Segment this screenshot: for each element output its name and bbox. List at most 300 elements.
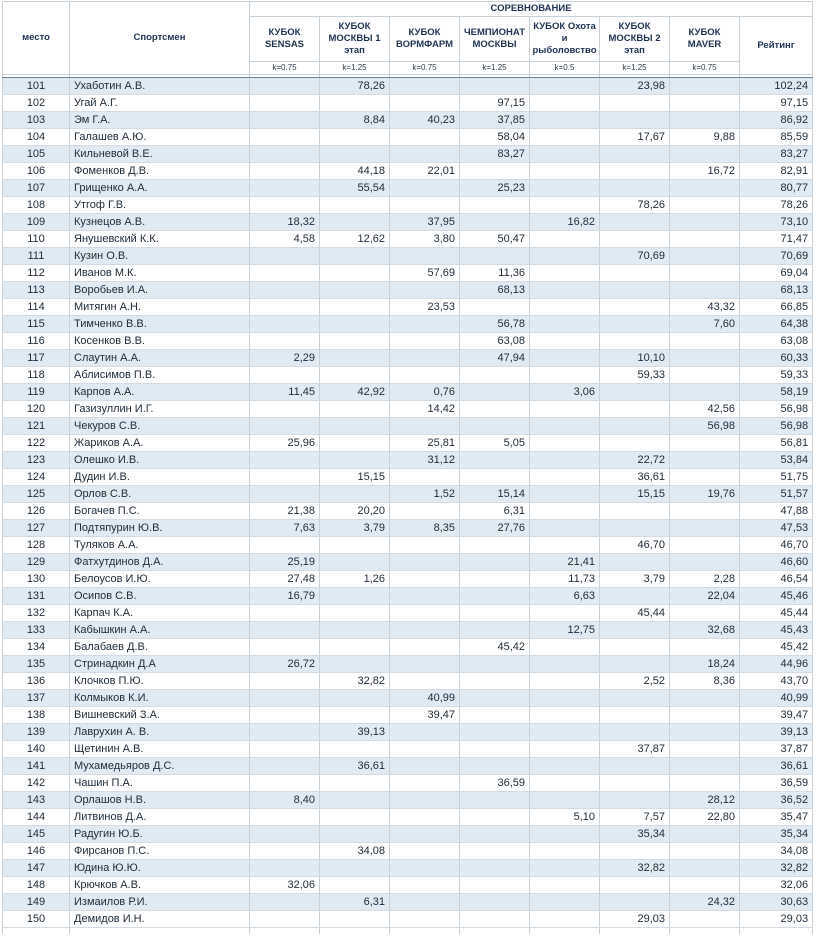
score-cell: 70,69 bbox=[600, 248, 670, 265]
score-cell bbox=[250, 112, 320, 129]
rating-cell: 45,44 bbox=[740, 605, 813, 622]
rating-cell: 47,88 bbox=[740, 503, 813, 520]
score-cell bbox=[530, 503, 600, 520]
athlete-name: Демидов И.Н. bbox=[70, 911, 250, 928]
score-cell: 22,04 bbox=[670, 588, 740, 605]
place-cell: 143 bbox=[3, 792, 70, 809]
score-cell bbox=[600, 775, 670, 792]
table-row bbox=[3, 214, 813, 231]
score-cell: 35,34 bbox=[600, 826, 670, 843]
score-cell bbox=[600, 588, 670, 605]
score-cell bbox=[390, 554, 460, 571]
score-cell: 23,53 bbox=[390, 299, 460, 316]
rating-cell: 45,42 bbox=[740, 639, 813, 656]
score-cell: 25,96 bbox=[250, 435, 320, 452]
place-cell: 101 bbox=[3, 78, 70, 95]
athlete-name: Балабаев Д.В. bbox=[70, 639, 250, 656]
score-cell: 37,95 bbox=[390, 214, 460, 231]
table-row bbox=[3, 146, 813, 163]
table-body bbox=[3, 75, 813, 935]
score-cell: 32,82 bbox=[600, 860, 670, 877]
score-cell bbox=[460, 809, 530, 826]
athlete-name: Жариков А.А. bbox=[70, 435, 250, 452]
score-cell bbox=[250, 486, 320, 503]
score-cell bbox=[390, 282, 460, 299]
score-cell bbox=[530, 469, 600, 486]
score-cell: 6,31 bbox=[460, 503, 530, 520]
score-cell bbox=[670, 758, 740, 775]
score-cell bbox=[530, 520, 600, 537]
athlete-name: Подтяпурин Ю.В. bbox=[70, 520, 250, 537]
score-cell bbox=[600, 418, 670, 435]
score-cell bbox=[460, 469, 530, 486]
score-cell: 40,23 bbox=[390, 112, 460, 129]
score-cell bbox=[390, 333, 460, 350]
score-cell bbox=[320, 282, 390, 299]
table-row bbox=[3, 112, 813, 129]
score-cell: 50,47 bbox=[460, 231, 530, 248]
rating-cell: 80,77 bbox=[740, 180, 813, 197]
score-cell bbox=[320, 707, 390, 724]
score-cell: 8,40 bbox=[250, 792, 320, 809]
score-cell bbox=[320, 486, 390, 503]
score-cell bbox=[460, 877, 530, 894]
score-cell bbox=[530, 112, 600, 129]
score-cell bbox=[670, 520, 740, 537]
score-cell bbox=[600, 401, 670, 418]
place-cell: 133 bbox=[3, 622, 70, 639]
score-cell bbox=[320, 877, 390, 894]
table-row bbox=[3, 486, 813, 503]
score-cell bbox=[390, 724, 460, 741]
score-cell bbox=[460, 452, 530, 469]
score-cell bbox=[460, 605, 530, 622]
rating-cell: 85,59 bbox=[740, 129, 813, 146]
score-cell bbox=[390, 571, 460, 588]
score-cell bbox=[320, 554, 390, 571]
score-cell: 5,05 bbox=[460, 435, 530, 452]
score-cell bbox=[600, 299, 670, 316]
score-cell: 3,06 bbox=[530, 384, 600, 401]
table-row bbox=[3, 877, 813, 894]
score-cell bbox=[670, 248, 740, 265]
score-cell: 8,35 bbox=[390, 520, 460, 537]
score-cell: 16,82 bbox=[530, 214, 600, 231]
score-cell: 25,23 bbox=[460, 180, 530, 197]
rating-cell: 45,43 bbox=[740, 622, 813, 639]
score-cell bbox=[460, 894, 530, 911]
place-cell: 129 bbox=[3, 554, 70, 571]
table-row bbox=[3, 554, 813, 571]
score-cell bbox=[390, 911, 460, 928]
rating-cell: 34,08 bbox=[740, 843, 813, 860]
score-cell bbox=[460, 418, 530, 435]
score-cell bbox=[530, 401, 600, 418]
score-cell: 11,36 bbox=[460, 265, 530, 282]
score-cell bbox=[600, 214, 670, 231]
athlete-name: Воробьев И.А. bbox=[70, 282, 250, 299]
table-row bbox=[3, 775, 813, 792]
table-row bbox=[3, 469, 813, 486]
score-cell bbox=[390, 316, 460, 333]
score-cell: 18,24 bbox=[670, 656, 740, 673]
rating-cell: 60,33 bbox=[740, 350, 813, 367]
rating-cell: 30,63 bbox=[740, 894, 813, 911]
place-cell: 113 bbox=[3, 282, 70, 299]
score-cell bbox=[670, 911, 740, 928]
table-row bbox=[3, 163, 813, 180]
table-row bbox=[3, 809, 813, 826]
score-cell bbox=[670, 775, 740, 792]
rating-cell: 37,87 bbox=[740, 741, 813, 758]
score-cell bbox=[670, 333, 740, 350]
score-cell: 68,13 bbox=[460, 282, 530, 299]
score-cell: 42,56 bbox=[670, 401, 740, 418]
score-cell bbox=[390, 809, 460, 826]
score-cell bbox=[600, 146, 670, 163]
score-cell: 16,79 bbox=[250, 588, 320, 605]
score-cell bbox=[320, 656, 390, 673]
score-cell bbox=[320, 588, 390, 605]
athlete-name: Угай А.Г. bbox=[70, 95, 250, 112]
score-cell bbox=[530, 758, 600, 775]
athlete-name: Колмыков К.И. bbox=[70, 690, 250, 707]
score-cell: 18,32 bbox=[250, 214, 320, 231]
score-cell bbox=[390, 537, 460, 554]
score-cell bbox=[250, 809, 320, 826]
place-cell: 138 bbox=[3, 707, 70, 724]
score-cell bbox=[460, 860, 530, 877]
score-cell bbox=[530, 639, 600, 656]
score-cell bbox=[600, 180, 670, 197]
rating-cell: 29,03 bbox=[740, 911, 813, 928]
score-cell bbox=[250, 282, 320, 299]
score-cell bbox=[460, 384, 530, 401]
athlete-name: Кабышкин А.А. bbox=[70, 622, 250, 639]
score-cell bbox=[390, 146, 460, 163]
table-row bbox=[3, 350, 813, 367]
competition-header: КУБОК ВОРМФАРМ bbox=[390, 17, 460, 62]
score-cell bbox=[600, 282, 670, 299]
competition-header: КУБОК SENSAS bbox=[250, 17, 320, 62]
place-cell: 128 bbox=[3, 537, 70, 554]
score-cell bbox=[320, 809, 390, 826]
score-cell bbox=[670, 860, 740, 877]
score-cell bbox=[600, 843, 670, 860]
score-cell: 3,79 bbox=[320, 520, 390, 537]
rating-cell: 53,84 bbox=[740, 452, 813, 469]
score-cell bbox=[320, 401, 390, 418]
athlete-name: Карпов А.А. bbox=[70, 384, 250, 401]
score-cell: 19,76 bbox=[670, 486, 740, 503]
rating-cell: 59,33 bbox=[740, 367, 813, 384]
score-cell bbox=[320, 775, 390, 792]
place-cell: 117 bbox=[3, 350, 70, 367]
score-cell bbox=[460, 656, 530, 673]
score-cell bbox=[250, 605, 320, 622]
score-cell: 17,67 bbox=[600, 129, 670, 146]
rating-cell: 46,54 bbox=[740, 571, 813, 588]
score-cell bbox=[530, 911, 600, 928]
score-cell bbox=[670, 724, 740, 741]
table-row bbox=[3, 401, 813, 418]
score-cell bbox=[530, 826, 600, 843]
rating-cell: 97,15 bbox=[740, 95, 813, 112]
score-cell bbox=[530, 537, 600, 554]
score-cell bbox=[320, 639, 390, 656]
table-row bbox=[3, 333, 813, 350]
score-cell: 16,72 bbox=[670, 163, 740, 180]
score-cell bbox=[320, 197, 390, 214]
score-cell: 32,82 bbox=[320, 673, 390, 690]
rating-cell: 70,69 bbox=[740, 248, 813, 265]
rating-cell: 35,34 bbox=[740, 826, 813, 843]
rating-cell: 69,04 bbox=[740, 265, 813, 282]
competition-header: КУБОК MAVER bbox=[670, 17, 740, 62]
score-cell: 5,10 bbox=[530, 809, 600, 826]
score-cell bbox=[460, 826, 530, 843]
place-cell: 103 bbox=[3, 112, 70, 129]
score-cell: 0,76 bbox=[390, 384, 460, 401]
place-cell: 115 bbox=[3, 316, 70, 333]
score-cell bbox=[320, 95, 390, 112]
athlete-name: Кузнецов А.В. bbox=[70, 214, 250, 231]
rating-cell: 40,99 bbox=[740, 690, 813, 707]
score-cell bbox=[530, 860, 600, 877]
score-cell: 36,61 bbox=[600, 469, 670, 486]
score-cell bbox=[530, 792, 600, 809]
athlete-name: Орлов С.В. bbox=[70, 486, 250, 503]
score-cell bbox=[250, 299, 320, 316]
table-row bbox=[3, 180, 813, 197]
place-cell: 123 bbox=[3, 452, 70, 469]
table-row bbox=[3, 707, 813, 724]
score-cell bbox=[250, 843, 320, 860]
score-cell bbox=[670, 452, 740, 469]
score-cell bbox=[250, 146, 320, 163]
score-cell bbox=[250, 418, 320, 435]
athlete-name: Митягин А.Н. bbox=[70, 299, 250, 316]
score-cell bbox=[390, 248, 460, 265]
competition-header: ЧЕМПИОНАТ МОСКВЫ bbox=[460, 17, 530, 62]
place-cell: 102 bbox=[3, 95, 70, 112]
coefficient-label: k=1.25 bbox=[320, 62, 390, 75]
score-cell: 20,20 bbox=[320, 503, 390, 520]
rating-cell: 64,38 bbox=[740, 316, 813, 333]
place-cell: 118 bbox=[3, 367, 70, 384]
score-cell bbox=[600, 724, 670, 741]
rating-cell: 63,08 bbox=[740, 333, 813, 350]
score-cell bbox=[460, 792, 530, 809]
score-cell bbox=[320, 741, 390, 758]
score-cell bbox=[390, 741, 460, 758]
table-row bbox=[3, 605, 813, 622]
score-cell bbox=[530, 316, 600, 333]
score-cell: 2,52 bbox=[600, 673, 670, 690]
score-cell: 26,72 bbox=[250, 656, 320, 673]
score-cell bbox=[390, 78, 460, 95]
score-cell bbox=[320, 435, 390, 452]
score-cell bbox=[530, 435, 600, 452]
score-cell bbox=[390, 775, 460, 792]
score-cell bbox=[250, 639, 320, 656]
score-cell bbox=[250, 333, 320, 350]
score-cell: 57,69 bbox=[390, 265, 460, 282]
place-cell: 131 bbox=[3, 588, 70, 605]
score-cell bbox=[530, 129, 600, 146]
place-cell: 105 bbox=[3, 146, 70, 163]
score-cell: 83,27 bbox=[460, 146, 530, 163]
rating-cell: 44,96 bbox=[740, 656, 813, 673]
table-row bbox=[3, 741, 813, 758]
coefficient-label: k=1.25 bbox=[460, 62, 530, 75]
score-cell bbox=[600, 656, 670, 673]
score-cell bbox=[320, 333, 390, 350]
score-cell: 59,33 bbox=[600, 367, 670, 384]
athlete-name: Косенков В.В. bbox=[70, 333, 250, 350]
score-cell: 2,29 bbox=[250, 350, 320, 367]
score-cell: 28,12 bbox=[670, 792, 740, 809]
place-cell: 127 bbox=[3, 520, 70, 537]
score-cell bbox=[670, 367, 740, 384]
athlete-name: Тимченко В.В. bbox=[70, 316, 250, 333]
score-cell bbox=[250, 452, 320, 469]
score-cell bbox=[460, 690, 530, 707]
score-cell bbox=[320, 248, 390, 265]
score-cell bbox=[390, 758, 460, 775]
score-cell bbox=[600, 792, 670, 809]
athlete-name: Вишневский З.А. bbox=[70, 707, 250, 724]
score-cell bbox=[530, 724, 600, 741]
table-row bbox=[3, 231, 813, 248]
athlete-name: Мухамедьяров Д.С. bbox=[70, 758, 250, 775]
table-row bbox=[3, 894, 813, 911]
score-cell bbox=[670, 605, 740, 622]
place-cell: 146 bbox=[3, 843, 70, 860]
score-cell bbox=[530, 231, 600, 248]
score-cell bbox=[600, 316, 670, 333]
score-cell: 39,47 bbox=[390, 707, 460, 724]
table-row bbox=[3, 367, 813, 384]
score-cell bbox=[250, 622, 320, 639]
score-cell bbox=[530, 333, 600, 350]
score-cell bbox=[320, 826, 390, 843]
score-cell bbox=[460, 673, 530, 690]
score-cell: 36,59 bbox=[460, 775, 530, 792]
score-cell: 1,26 bbox=[320, 571, 390, 588]
rating-cell: 46,70 bbox=[740, 537, 813, 554]
score-cell: 8,36 bbox=[670, 673, 740, 690]
athlete-name: Орлашов Н.В. bbox=[70, 792, 250, 809]
score-cell bbox=[390, 656, 460, 673]
score-cell bbox=[670, 639, 740, 656]
score-cell bbox=[460, 622, 530, 639]
score-cell bbox=[460, 401, 530, 418]
score-cell: 15,15 bbox=[320, 469, 390, 486]
score-cell bbox=[320, 911, 390, 928]
score-cell bbox=[320, 265, 390, 282]
score-cell bbox=[460, 554, 530, 571]
score-cell bbox=[390, 350, 460, 367]
athlete-name: Измаилов Р.И. bbox=[70, 894, 250, 911]
competition-header: КУБОК Охота и рыболовство bbox=[530, 17, 600, 62]
score-cell bbox=[390, 605, 460, 622]
score-cell: 25,81 bbox=[390, 435, 460, 452]
score-cell bbox=[530, 146, 600, 163]
place-cell: 120 bbox=[3, 401, 70, 418]
place-cell: 114 bbox=[3, 299, 70, 316]
score-cell bbox=[460, 707, 530, 724]
score-cell bbox=[250, 894, 320, 911]
score-cell bbox=[670, 537, 740, 554]
score-cell: 27,76 bbox=[460, 520, 530, 537]
coefficient-label: k=0.75 bbox=[670, 62, 740, 75]
score-cell: 9,88 bbox=[670, 129, 740, 146]
score-cell bbox=[670, 384, 740, 401]
score-cell bbox=[320, 367, 390, 384]
score-cell bbox=[530, 673, 600, 690]
place-cell: 134 bbox=[3, 639, 70, 656]
place-cell: 110 bbox=[3, 231, 70, 248]
athlete-name: Дудин И.В. bbox=[70, 469, 250, 486]
score-cell bbox=[670, 503, 740, 520]
score-cell bbox=[250, 95, 320, 112]
place-cell: 122 bbox=[3, 435, 70, 452]
athlete-name: Фатхутдинов Д.А. bbox=[70, 554, 250, 571]
athlete-name: Кильневой В.Е. bbox=[70, 146, 250, 163]
score-cell: 58,04 bbox=[460, 129, 530, 146]
table-row bbox=[3, 197, 813, 214]
score-cell bbox=[600, 622, 670, 639]
score-cell bbox=[460, 78, 530, 95]
place-cell: 124 bbox=[3, 469, 70, 486]
score-cell: 37,85 bbox=[460, 112, 530, 129]
score-cell: 39,13 bbox=[320, 724, 390, 741]
rating-cell: 82,91 bbox=[740, 163, 813, 180]
score-cell bbox=[530, 265, 600, 282]
score-cell bbox=[390, 622, 460, 639]
score-cell: 55,54 bbox=[320, 180, 390, 197]
rating-cell: 46,60 bbox=[740, 554, 813, 571]
score-cell: 32,06 bbox=[250, 877, 320, 894]
score-cell bbox=[460, 911, 530, 928]
score-cell bbox=[460, 299, 530, 316]
rating-cell: 43,70 bbox=[740, 673, 813, 690]
score-cell bbox=[530, 877, 600, 894]
score-cell bbox=[600, 95, 670, 112]
score-cell bbox=[250, 775, 320, 792]
score-cell: 24,32 bbox=[670, 894, 740, 911]
place-cell: 112 bbox=[3, 265, 70, 282]
score-cell bbox=[390, 673, 460, 690]
table-row bbox=[3, 248, 813, 265]
athlete-name: Юдина Ю.Ю. bbox=[70, 860, 250, 877]
score-cell bbox=[670, 707, 740, 724]
score-cell: 78,26 bbox=[320, 78, 390, 95]
score-cell bbox=[250, 537, 320, 554]
place-cell: 147 bbox=[3, 860, 70, 877]
score-cell bbox=[600, 690, 670, 707]
score-cell: 22,72 bbox=[600, 452, 670, 469]
score-cell bbox=[530, 248, 600, 265]
score-cell: 3,80 bbox=[390, 231, 460, 248]
score-cell: 97,15 bbox=[460, 95, 530, 112]
score-cell bbox=[670, 112, 740, 129]
rating-cell: 56,98 bbox=[740, 401, 813, 418]
score-cell bbox=[320, 792, 390, 809]
score-cell bbox=[250, 248, 320, 265]
coefficient-label: k=0.75 bbox=[250, 62, 320, 75]
